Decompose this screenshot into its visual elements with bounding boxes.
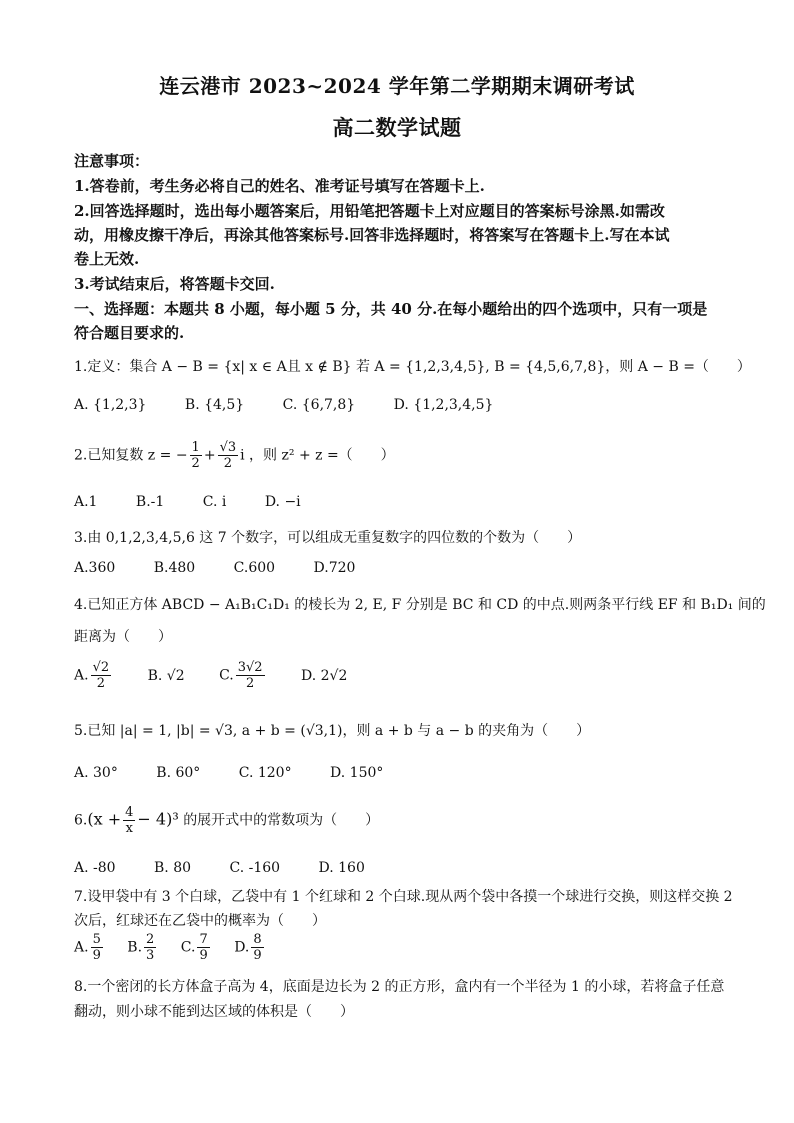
q4-optc-num: 3√2 xyxy=(237,660,263,675)
q1-option-d: D. {1,2,3,4,5} xyxy=(393,397,494,413)
note-item-2a: 2.回答选择题时，选出每小题答案后，用铅笔把答题卡上对应题目的答案标号涂黑.如需改 xyxy=(74,202,665,220)
q4-opta-pre: A. xyxy=(74,667,89,684)
question-7-options xyxy=(74,932,724,963)
q6-paren-right: − 4)³ xyxy=(137,809,179,829)
q7-opta-pre: A. xyxy=(74,939,89,956)
q4-optc-frac xyxy=(236,660,265,691)
question-4-options xyxy=(74,660,724,691)
question-1-stem: 1.定义：集合 A − B = {x| x ∈ A且 x ∉ B} 若 A = {1,2,3,4,5}, B = {4,5,6,7,8}，则 A − B =（ ） xyxy=(74,359,751,375)
q4-option-c xyxy=(219,660,267,691)
q7-option-b xyxy=(127,932,158,963)
q2-option-c: C. i xyxy=(202,494,227,510)
q6-stem-post: 的展开式中的常数项为（ ） xyxy=(183,812,380,829)
section-heading-a: 一、选择题：本题共 8 小题，每小题 5 分，共 40 分.在每小题给出的四个选项中，只有一项是 xyxy=(74,300,708,318)
q2-stem-post: i ，则 z² + z =（ ） xyxy=(240,447,395,464)
q4-option-b: B. √2 xyxy=(147,667,185,684)
note-item-2b: 动，用橡皮擦干净后，再涂其他答案标号.回答非选择题时，将答案写在答题卡上.写在本试 xyxy=(74,226,670,244)
q1-option-a: A. {1,2,3} xyxy=(74,397,147,413)
q6-stem-pre: 6. xyxy=(74,812,88,829)
q2-plus: + xyxy=(203,447,216,464)
q5-option-c: C. 120° xyxy=(238,765,292,781)
question-1-options xyxy=(74,397,724,413)
q5-option-a: A. 30° xyxy=(74,765,118,781)
q7-optc-pre: C. xyxy=(180,939,196,956)
q2-frac-1 xyxy=(190,440,202,471)
q4-opta-num: √2 xyxy=(92,660,110,675)
q3-option-a: A.360 xyxy=(74,560,116,576)
q7-option-d xyxy=(234,932,265,963)
q3-option-b: B.480 xyxy=(153,560,196,576)
question-5-options xyxy=(74,765,724,781)
q7-optd-num: 8 xyxy=(253,932,262,947)
q6-option-d: D. 160 xyxy=(318,860,365,876)
q6-option-a: A. -80 xyxy=(74,860,116,876)
q7-optc-num: 7 xyxy=(199,932,208,947)
question-7-stem-b: 次后，红球还在乙袋中的概率为（ ） xyxy=(74,913,326,929)
question-2-stem xyxy=(74,440,724,471)
question-4-stem-b: 距离为（ ） xyxy=(74,629,172,645)
question-6-stem xyxy=(74,805,724,836)
q2-option-d: D. −i xyxy=(264,494,301,510)
q7-optd-den: 9 xyxy=(253,948,262,963)
exam-subtitle: 高二数学试题 xyxy=(332,115,462,140)
q3-option-d: D.720 xyxy=(313,560,356,576)
q7-optb-frac xyxy=(144,932,156,963)
q2-frac1-den: 2 xyxy=(191,456,200,471)
question-3-options xyxy=(74,560,724,576)
q2-frac2-den: 2 xyxy=(223,456,232,471)
q2-option-a: A.1 xyxy=(74,494,98,510)
exam-title: 连云港市 2023~2024 学年第二学期期末调研考试 xyxy=(159,74,635,98)
question-7-stem-a: 7.设甲袋中有 3 个白球，乙袋中有 1 个红球和 2 个白球.现从两个袋中各摸一个球进行交换，则这样交换 2 xyxy=(74,889,733,905)
q7-optc-frac xyxy=(197,932,209,963)
q3-option-c: C.600 xyxy=(233,560,276,576)
q5-option-b: B. 60° xyxy=(156,765,201,781)
notes-heading: 注意事项： xyxy=(74,152,150,170)
q7-optd-frac xyxy=(251,932,263,963)
q6-option-b: B. 80 xyxy=(154,860,192,876)
q7-optb-num: 2 xyxy=(146,932,155,947)
q4-option-a xyxy=(74,660,113,691)
q4-opta-frac xyxy=(91,660,112,691)
q4-optc-pre: C. xyxy=(219,667,234,684)
question-6-options xyxy=(74,860,724,876)
q2-frac-2 xyxy=(218,440,239,471)
q2-stem-pre: 2.已知复数 z = − xyxy=(74,447,188,464)
q6-frac xyxy=(123,805,135,836)
note-item-1: 1.答卷前，考生务必将自己的姓名、准考证号填写在答题卡上. xyxy=(74,177,485,195)
q4-option-d: D. 2√2 xyxy=(301,667,348,684)
q7-optd-pre: D. xyxy=(234,939,250,956)
q4-optc-den: 2 xyxy=(246,676,255,691)
q6-option-c: C. -160 xyxy=(229,860,281,876)
section-heading-b: 符合题目要求的. xyxy=(74,324,185,342)
q6-frac-num: 4 xyxy=(125,805,134,820)
q6-paren-left: (x + xyxy=(87,809,122,829)
question-4-stem-a: 4.已知正方体 ABCD − A₁B₁C₁D₁ 的棱长为 2, E, F 分别是 BC 和 CD 的中点.则两条平行线 EF 和 B₁D₁ 间的 xyxy=(74,597,766,613)
q2-frac2-num: √3 xyxy=(219,440,237,455)
question-2-options xyxy=(74,494,724,510)
question-8-stem-a: 8.一个密闭的长方体盒子高为 4，底面是边长为 2 的正方形，盒内有一个半径为 1 的小球，若将盒子任意 xyxy=(74,979,725,995)
q7-optb-den: 3 xyxy=(146,948,155,963)
q7-option-a xyxy=(74,932,105,963)
q7-opta-den: 9 xyxy=(92,948,101,963)
q1-option-b: B. {4,5} xyxy=(184,397,245,413)
question-3-stem: 3.由 0,1,2,3,4,5,6 这 7 个数字，可以组成无重复数字的四位数的个数为（ ） xyxy=(74,530,582,546)
q6-frac-den: x xyxy=(125,821,133,836)
q1-option-c: C. {6,7,8} xyxy=(282,397,356,413)
q7-opta-frac xyxy=(91,932,103,963)
q4-opta-den: 2 xyxy=(96,676,105,691)
q7-opta-num: 5 xyxy=(92,932,101,947)
note-item-3: 3.考试结束后，将答题卡交回. xyxy=(74,275,275,293)
question-5-stem: 5.已知 |a| = 1, |b| = √3, a + b = (√3,1)，则 a + b 与 a − b 的夹角为（ ） xyxy=(74,723,591,739)
q2-frac1-num: 1 xyxy=(191,440,200,455)
q7-optc-den: 9 xyxy=(199,948,208,963)
q7-option-c xyxy=(181,932,212,963)
q2-option-b: B.-1 xyxy=(135,494,165,510)
note-item-2c: 卷上无效. xyxy=(74,250,140,268)
question-8-stem-b: 翻动，则小球不能到达区域的体积是（ ） xyxy=(74,1004,354,1020)
q5-option-d: D. 150° xyxy=(330,765,384,781)
q7-optb-pre: B. xyxy=(127,939,143,956)
